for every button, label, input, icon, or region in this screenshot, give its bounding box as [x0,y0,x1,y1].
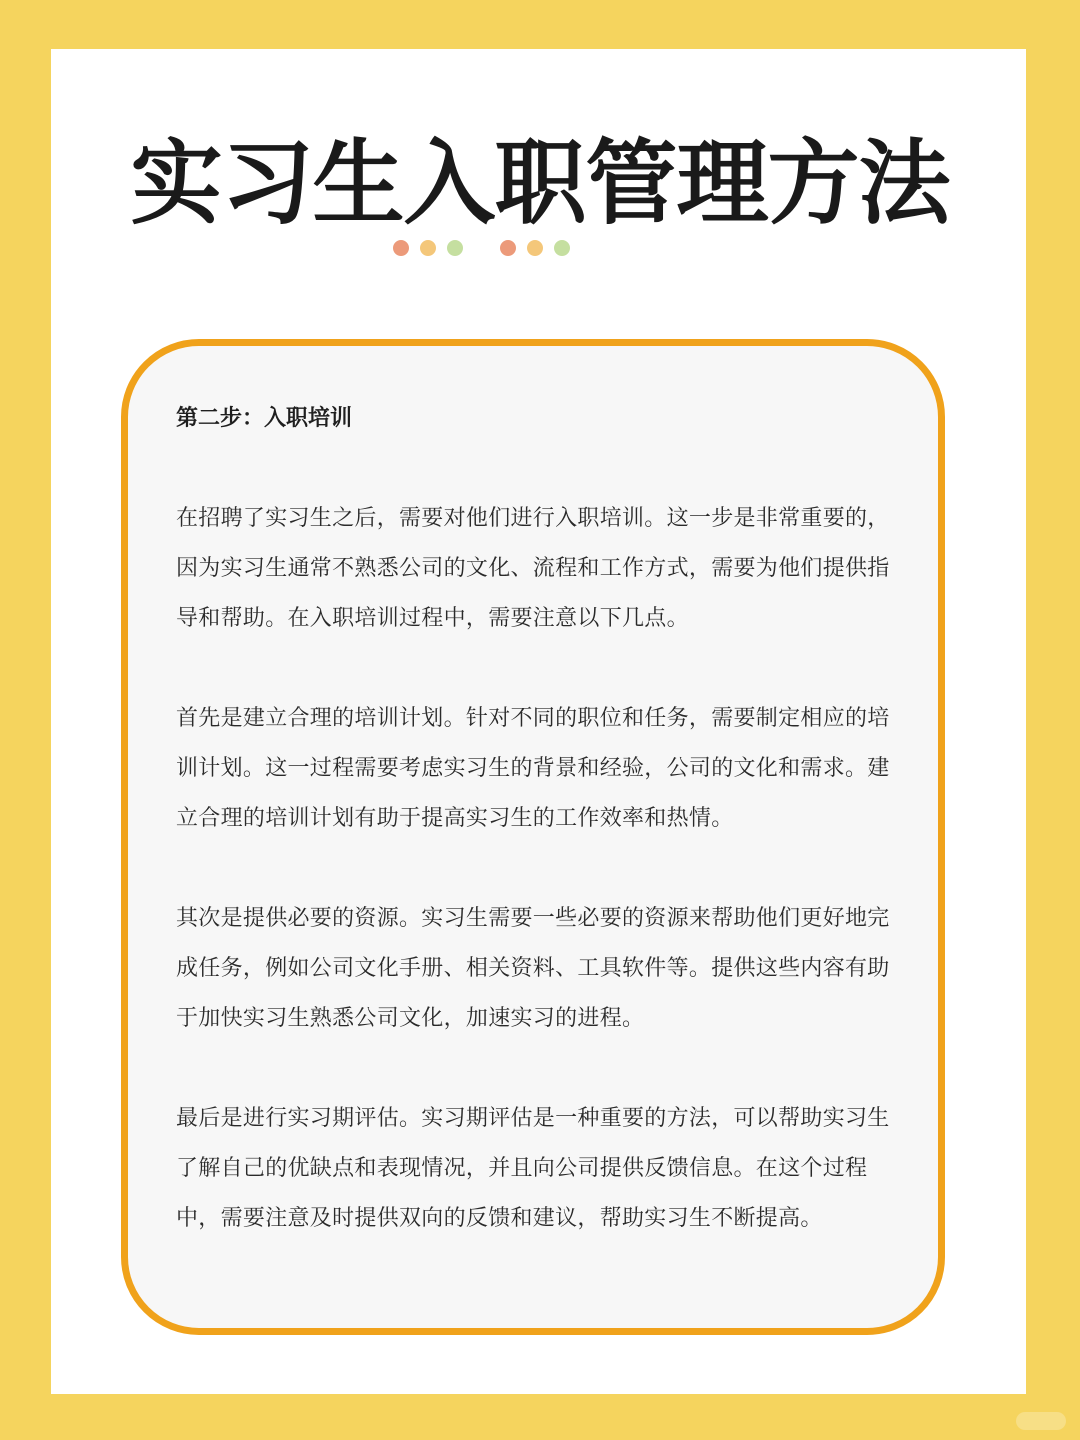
section-heading: 第二步：入职培训 [176,406,353,431]
decorative-dot [554,240,570,256]
decorative-dot [393,240,409,256]
decorative-dot [420,240,436,256]
paragraph-intro: 在招聘了实习生之后，需要对他们进行入职培训。这一步是非常重要的，因为实习生通常不熟悉公司的文化、流程和工作方式，需要为他们提供指导和帮助。在入职培训过程中，需要注意以下几点。 [176,506,890,631]
decorative-dot [447,240,463,256]
page-title: 实习生入职管理方法 [130,129,950,237]
decorative-dot [527,240,543,256]
decorative-dots [0,240,1080,258]
paragraph-resources: 其次是提供必要的资源。实习生需要一些必要的资源来帮助他们更好地完成任务，例如公司文化手册、相关资料、工具软件等。提供这些内容有助于加快实习生熟悉公司文化，加速实习的进程。 [176,906,890,1031]
decorative-dot [500,240,516,256]
paragraph-evaluation: 最后是进行实习期评估。实习期评估是一种重要的方法，可以帮助实习生了解自己的优缺点和表现情况，并且向公司提供反馈信息。在这个过程中，需要注意及时提供双向的反馈和建议，帮助实习生不断提高。 [176,1106,890,1231]
watermark [1016,1412,1066,1430]
paragraph-training-plan: 首先是建立合理的培训计划。针对不同的职位和任务，需要制定相应的培训计划。这一过程需要考虑实习生的背景和经验，公司的文化和需求。建立合理的培训计划有助于提高实习生的工作效率和热情。 [176,706,890,831]
